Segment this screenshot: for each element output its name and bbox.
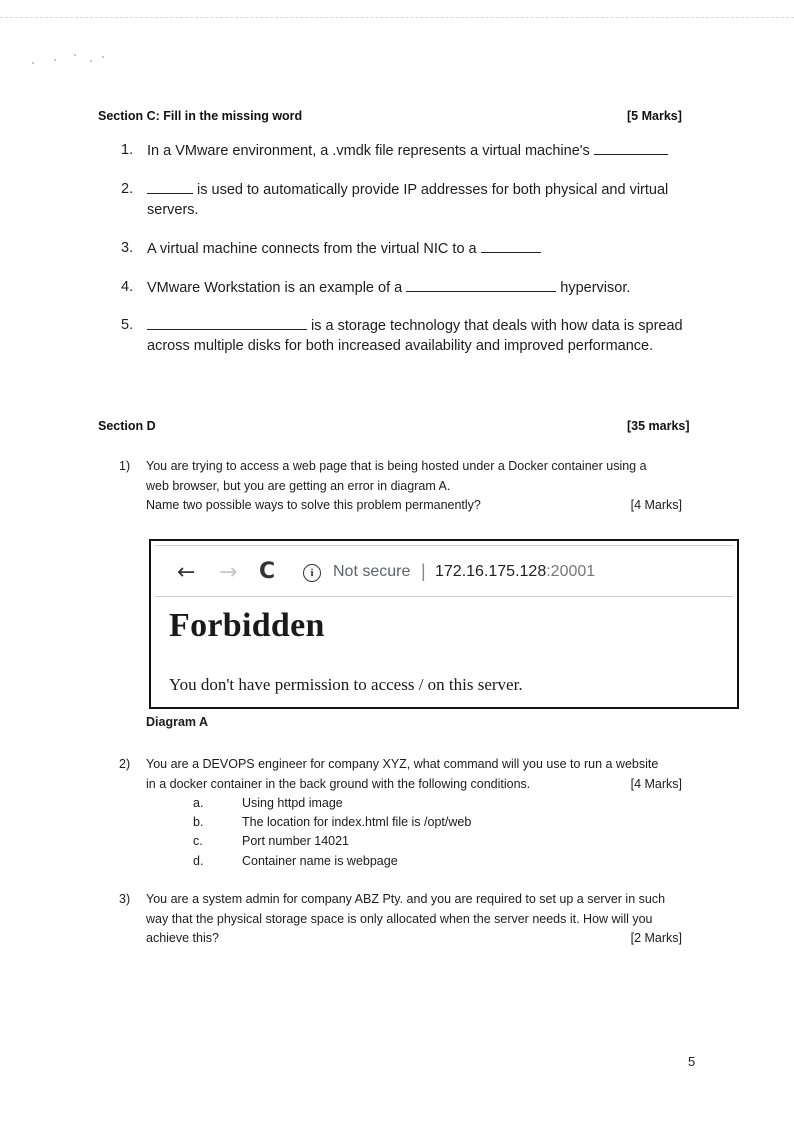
diagram-a-browser-screenshot xyxy=(149,539,739,709)
item-label: d. xyxy=(193,854,204,868)
question-marks: [4 Marks] xyxy=(630,776,682,791)
item-label: a. xyxy=(193,796,204,810)
scan-specks xyxy=(30,50,110,70)
url-separator: | xyxy=(421,561,426,581)
scan-top-edge xyxy=(0,17,794,18)
answer-blank[interactable] xyxy=(147,315,307,330)
question-text: VMware Workstation is an example of a xyxy=(147,280,407,296)
forbidden-heading: Forbidden xyxy=(169,607,325,644)
question-marks: [4 Marks] xyxy=(630,498,682,512)
question-line: web browser, but you are getting an error in diagram A. xyxy=(146,478,451,493)
not-secure-label: Not secure xyxy=(333,563,411,580)
section-d-question-2 xyxy=(119,755,682,795)
permission-message: You don't have permission to access / on this server. xyxy=(169,675,523,694)
page-number: 5 xyxy=(688,1054,696,1069)
url-port: :20001 xyxy=(546,563,596,580)
info-icon: i xyxy=(303,564,321,582)
question-number: 2. xyxy=(121,181,134,197)
question-number: 2) xyxy=(119,757,131,771)
question-text: In a VMware environment, a .vmdk file represents a virtual machine's xyxy=(147,143,594,159)
back-arrow-icon: ← xyxy=(177,560,196,585)
section-d-question-3 xyxy=(119,890,682,950)
forward-arrow-icon: → xyxy=(219,560,238,585)
question-text: A virtual machine connects from the virtual NIC to a xyxy=(147,241,481,257)
question-line: Name two possible ways to solve this problem permanently? xyxy=(146,498,481,512)
answer-blank[interactable] xyxy=(406,277,556,292)
section-c-title: Section C: Fill in the missing word xyxy=(98,109,303,123)
section-c-marks: [5 Marks] xyxy=(627,109,682,123)
question-marks: [2 Marks] xyxy=(630,931,682,945)
question-line: You are a system admin for company ABZ Pty. and you are required to set up a server in such xyxy=(146,892,666,906)
url-host: 172.16.175.128 xyxy=(435,563,547,580)
section-c-question-3 xyxy=(121,238,701,258)
question-line: way that the physical storage space is only allocated when the server needs it. How will you xyxy=(146,911,653,926)
item-label: c. xyxy=(193,834,203,848)
question-line: You are trying to access a web page that is being hosted under a Docker container using a xyxy=(146,459,647,473)
answer-blank[interactable] xyxy=(481,238,541,253)
section-c-question-1 xyxy=(121,140,701,160)
section-d-marks: [35 marks] xyxy=(627,419,690,433)
section-c-question-2 xyxy=(121,179,701,219)
item-text: Using httpd image xyxy=(242,796,343,810)
item-text: Port number 14021 xyxy=(242,834,350,848)
answer-blank[interactable] xyxy=(594,140,668,155)
question-number: 3. xyxy=(121,240,134,256)
item-text: Container name is webpage xyxy=(242,854,398,868)
reload-icon: C xyxy=(259,559,276,584)
answer-blank[interactable] xyxy=(147,179,193,194)
item-text: The location for index.html file is /opt/web xyxy=(242,815,472,829)
browser-address-bar xyxy=(155,545,733,597)
question-number: 3) xyxy=(119,892,131,906)
url-text xyxy=(435,563,595,581)
question-number: 1) xyxy=(119,459,131,473)
section-d-question-1 xyxy=(119,457,682,517)
diagram-caption: Diagram A xyxy=(146,715,209,729)
question-line: achieve this? xyxy=(146,931,219,945)
section-c-question-5 xyxy=(121,315,701,355)
item-label: b. xyxy=(193,815,204,829)
question-text: is a storage technology that deals with how data is spread across multiple disks for both increased availability and improved performance. xyxy=(147,318,683,354)
question-number: 1. xyxy=(121,142,134,158)
question-line: in a docker container in the back ground with the following conditions. xyxy=(146,776,531,791)
question-number: 5. xyxy=(121,317,134,333)
question-line: You are a DEVOPS engineer for company XYZ, what command will you use to run a website xyxy=(146,757,659,771)
section-d-title: Section D xyxy=(98,419,156,433)
question-number: 4. xyxy=(121,279,134,295)
section-c-question-4 xyxy=(121,277,701,297)
question-text-end: hypervisor. xyxy=(556,280,631,296)
question-text: is used to automatically provide IP addresses for both physical and virtual servers. xyxy=(147,182,669,218)
